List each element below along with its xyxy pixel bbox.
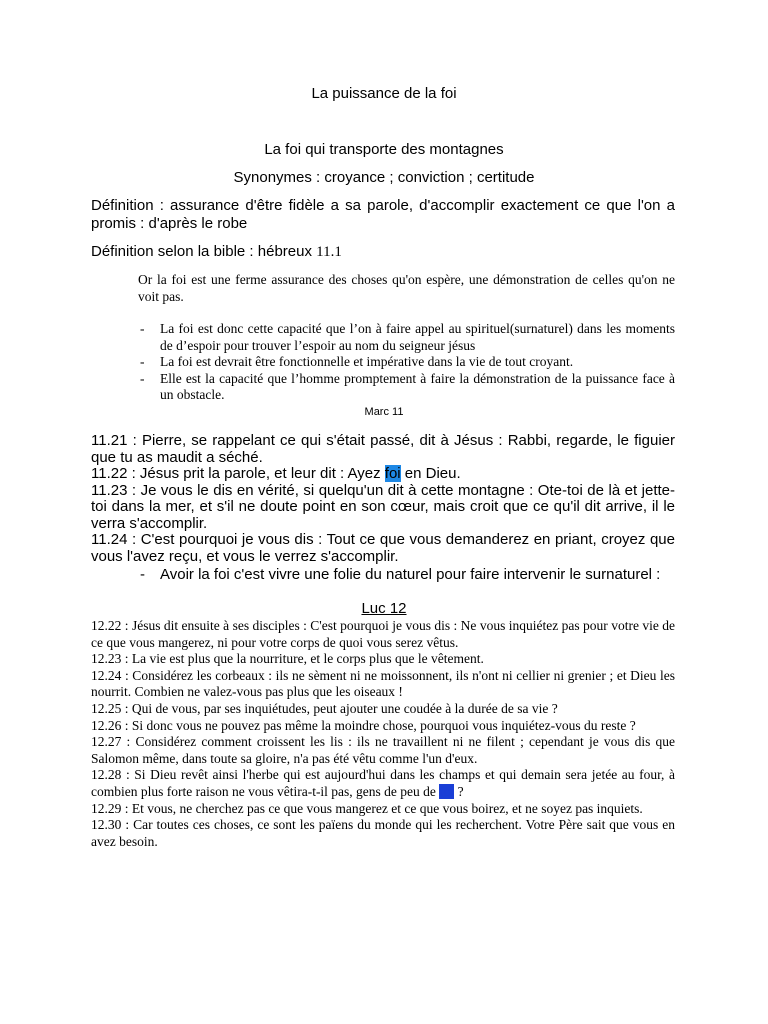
bullet-item: - La foi est donc cette capacité que l’on à faire appel au spirituel(surnaturel) dans les moments de d’espoir pour trouver l’espoir au nom du seigneur jésus (138, 321, 675, 354)
doc-subtitle: La foi qui transporte des montagnes (264, 141, 504, 158)
doc-title: La puissance de la foi (311, 85, 457, 102)
bullet-item: - La foi est devrait être fonctionnelle et impérative dans la vie de tout croyant. (138, 354, 675, 371)
marc-verses (91, 433, 675, 565)
highlighted-word: foi (439, 783, 455, 799)
faith-bullet-list (138, 321, 675, 404)
verse-12-25: 12.25 : Qui de vous, par ses inquiétudes, peut ajouter une coudée à la durée de sa vie ? (91, 700, 558, 716)
verse-11-21: 11.21 : Pierre, se rappelant ce qui s'était passé, dit à Jésus : Rabbi, regarde, le figuier que tu as maudit a séché. (91, 432, 675, 466)
verse-text: ? (454, 783, 464, 799)
highlighted-word: foi (384, 465, 401, 482)
verse-text: en Dieu. (400, 465, 461, 482)
verse-12-26: 12.26 : Si donc vous ne pouvez pas même la moindre chose, pourquoi vous inquiétez-vous du reste ? (91, 717, 636, 733)
verse-12-28 (91, 767, 675, 800)
marc-heading: Marc 11 (364, 406, 404, 418)
verse-12-30: 12.30 : Car toutes ces choses, ce sont les païens du monde qui les recherchent. Votre Père sait que vous en avez besoin. (91, 817, 675, 849)
verse-12-29: 12.29 : Et vous, ne cherchez pas ce que vous mangerez et ce que vous boirez, et ne soyez pas inquiets. (91, 800, 643, 816)
verse-text: 12.28 : Si Dieu revêt ainsi l'herbe qui est aujourd'hui dans les champs et qui demain sera jetée au four, à combien plus forte raison ne vous vêtira-t-il pas, gens de peu de (91, 767, 675, 799)
verse-11-22 (91, 466, 675, 483)
verse-11-24: 11.24 : C'est pourquoi je vous dis : Tout ce que vous demanderez en priant, croyez que vous l'avez reçu, et vous le verrez s'accomplir. (91, 531, 675, 565)
bible-definition-line (91, 243, 675, 261)
verse-12-27: 12.27 : Considérez comment croissent les lis : ils ne travaillent ni ne filent ; cependant je vous dis que Salomon même, dans toute sa gloire, n'a pas été vêtu comme l'un d'eux. (91, 734, 675, 766)
luc-heading: Luc 12 (361, 600, 407, 617)
definition-paragraph: Définition : assurance d'être fidèle a sa parole, d'accomplir exactement ce que l'on a promis : d'après le robe (91, 197, 675, 232)
bullet-item: - Elle est la capacité que l’homme promptement à faire la démonstration de la puissance face à un obstacle. (138, 371, 675, 404)
hebrews-quote: Or la foi est une ferme assurance des choses qu'on espère, une démonstration de celles qu'on ne voit pas. (138, 272, 675, 304)
luc-verses (91, 618, 675, 850)
verse-11-23: 11.23 : Je vous le dis en vérité, si quelqu'un dit à cette montagne : Ote-toi de là et jette-toi dans la mer, et s'il ne doute point en son cœur, mais croit que ce qu'il dit arrive, il le verra s'accomplir. (91, 481, 675, 532)
verse-12-23: 12.23 : La vie est plus que la nourriture, et le corps plus que le vêtement. (91, 651, 484, 667)
verse-12-22: 12.22 : Jésus dit ensuite à ses disciples : C'est pourquoi je vous dis : Ne vous inquiétez pas pour votre vie de ce que vous mangerez, ni pour votre corps de quoi vous serez vêtus. (91, 618, 675, 650)
bullet-item: - Avoir la foi c'est vivre une folie du naturel pour faire intervenir le surnaturel : (138, 567, 675, 584)
synonyms-line: Synonymes : croyance ; conviction ; certitude (233, 169, 535, 186)
bible-definition-label: Définition selon la bible : hébreux (91, 243, 317, 260)
bible-definition-ref: 11.1 (316, 244, 342, 260)
supernatural-bullet-list (138, 567, 675, 584)
verse-text: 11.22 : Jésus prit la parole, et leur dit : Ayez (91, 465, 385, 482)
verse-12-24: 12.24 : Considérez les corbeaux : ils ne sèment ni ne moissonnent, ils n'ont ni cellier ni grenier ; et Dieu les nourrit. Combien ne valez-vous pas plus que les oiseaux ! (91, 667, 675, 700)
